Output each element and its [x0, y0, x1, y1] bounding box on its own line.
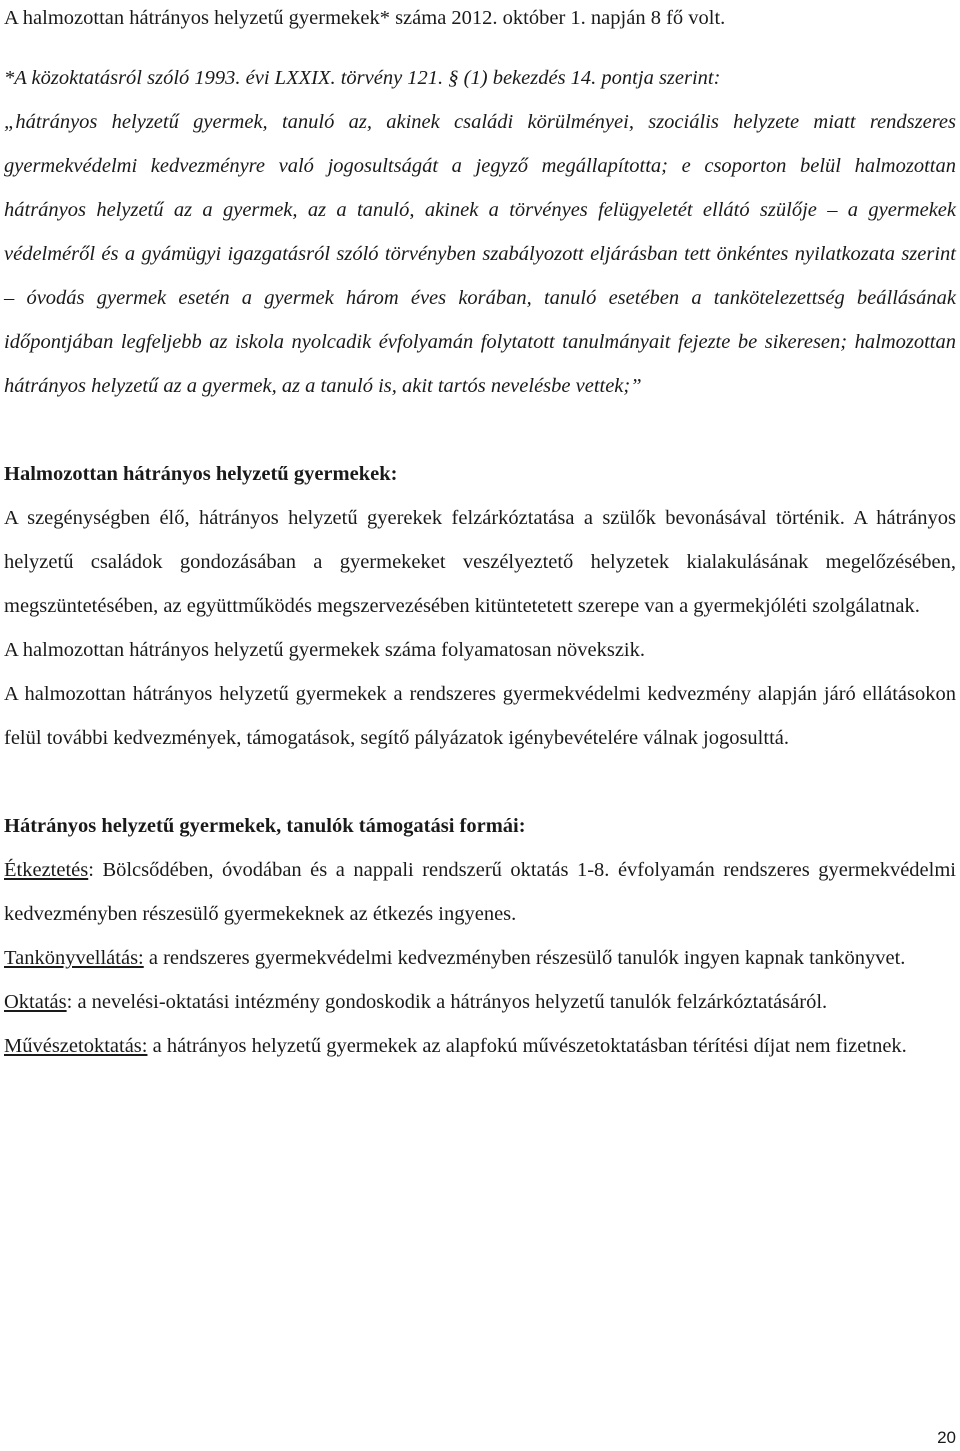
page-number: 20	[937, 1428, 956, 1447]
document-page	[4, 0, 956, 1068]
paragraph: A halmozottan hátrányos helyzetű gyermekek száma folyamatosan növekszik.	[4, 639, 645, 661]
support-text: a rendszeres gyermekvédelmi kedvezményben részesülő tanulók ingyen kapnak tankönyvet.	[143, 947, 906, 969]
support-text: a hátrányos helyzetű gyermekek az alapfokú művészetoktatásban térítési díjat nem fizetnek.	[147, 1035, 907, 1057]
paragraph: A halmozottan hátrányos helyzetű gyermekek a rendszeres gyermekvédelmi kedvezmény alapján járó ellátásokon felül további kedvezmények, támogatások, segítő pályázatok igénybevételére válnak jogosulttá.	[4, 683, 956, 749]
section-heading-hhh: Halmozottan hátrányos helyzetű gyermekek:	[4, 463, 398, 485]
support-item-arts	[4, 1024, 956, 1068]
footnote-quote: „hátrányos helyzetű gyermek, tanuló az, akinek családi körülményei, szociális helyzete miatt rendszeres gyermekvédelmi kedvezményre való jogosultságát a jegyző megállapította; e csoporton belül halmozottan hátrányos helyzetű az a gyermek, az a tanuló, akinek a törvényes felügyeletét ellátó szülője – a gyermekek védelméről és a gyámügyi igazgatásról szóló törvényben szabályozott eljárásban tett önkéntes nyilatkozata szerint – óvodás gyermek esetén a gyermek három éves korában, tanuló esetében a tankötelezettség beállásának időpontjában legfeljebb az iskola nyolcadik évfolyamán folytatott tanulmányait fejezte be sikeresen; halmozottan hátrányos helyzetű az a gyermek, az a tanuló is, akit tartós nevelésbe vettek;”	[4, 111, 956, 397]
support-term: Étkeztetés	[4, 859, 89, 881]
paragraph: A szegénységben élő, hátrányos helyzetű gyerekek felzárkóztatása a szülők bevonásával történik. A hátrányos helyzetű családok gondozásában a gyermekeket veszélyeztető helyzetek kialakulásának megelőzésében, megszüntetésében, az együttműködés megszervezésében kitüntetetett szerepe van a gyermekjóléti szolgálatnak.	[4, 507, 956, 617]
support-term: Tankönyvellátás:	[4, 947, 144, 969]
intro-line: A halmozottan hátrányos helyzetű gyermekek* száma 2012. október 1. napján 8 fő volt.	[4, 7, 726, 29]
support-text: : Bölcsődében, óvodában és a nappali rendszerű oktatás 1-8. évfolyamán rendszeres gyermekvédelmi kedvezményben részesülő gyermekeknek az étkezés ingyenes.	[4, 859, 956, 925]
support-text: : a nevelési-oktatási intézmény gondoskodik a hátrányos helyzetű tanulók felzárkóztatásáról.	[66, 991, 828, 1013]
support-item-textbooks	[4, 936, 956, 980]
support-term: Oktatás	[4, 991, 67, 1013]
support-item-education	[4, 980, 956, 1024]
support-item-meals	[4, 848, 956, 936]
footnote-reference: *A közoktatásról szóló 1993. évi LXXIX. törvény 121. § (1) bekezdés 14. pontja szerint:	[4, 67, 721, 89]
section-heading-support-forms: Hátrányos helyzetű gyermekek, tanulók támogatási formái:	[4, 815, 526, 837]
support-term: Művészetoktatás:	[4, 1035, 148, 1057]
